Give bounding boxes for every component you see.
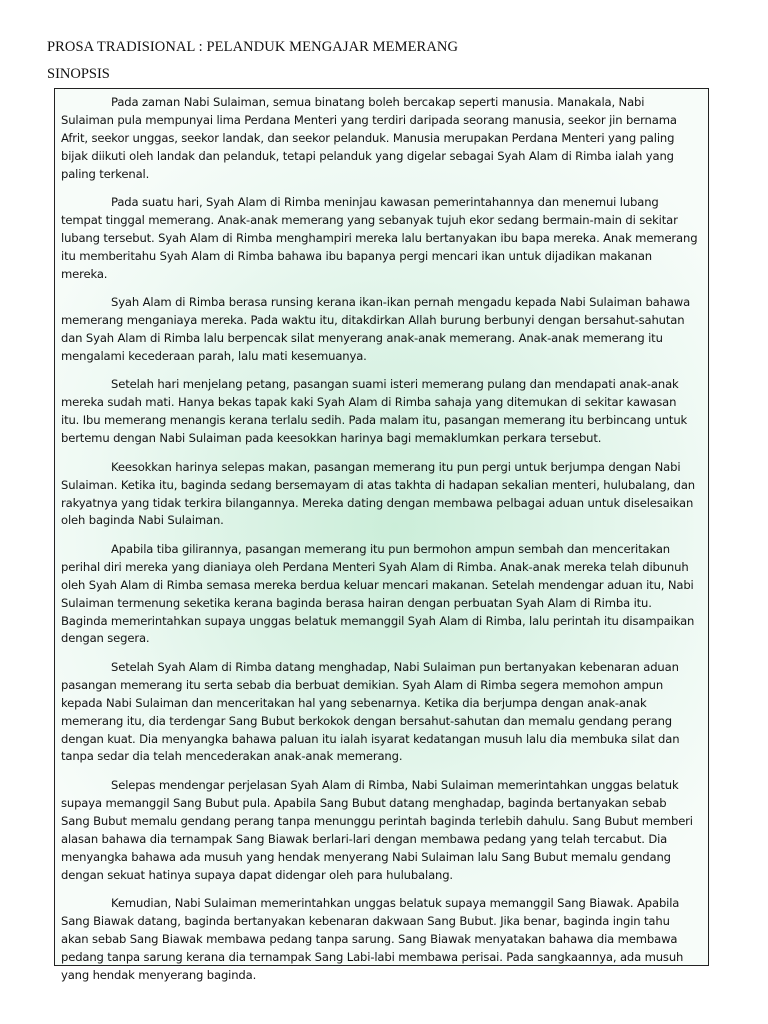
document-title: PROSA TRADISIONAL : PELANDUK MENGAJAR MEMERANG <box>47 39 459 55</box>
synopsis-paragraph-4: Setelah hari menjelang petang, pasangan suami isteri memerang pulang dan mendapati anak-anak mereka sudah mati. Hanya bekas tapak kaki Syah Alam di Rimba sahaja yang ditemukan di sekitar kawasan itu. Ibu memerang menangis kerana terlalu sedih. Pada malam itu, pasangan memerang itu berbincang untuk bertemu dengan Nabi Sulaiman pada keesokkan harinya bagi memaklumkan perkara tersebut. <box>61 377 688 446</box>
synopsis-paragraph-8: Selepas mendengar perjelasan Syah Alam di Rimba, Nabi Sulaiman memerintahkan unggas belatuk supaya memanggil Sang Bubut pula. Apabila Sang Bubut datang menghadap, baginda bertanyakan sebab Sang Bubut memalu gendang perang tanpa menunggu perintah baginda terlebih dahulu. Sang Bubut memberi alasan bahawa dia ternampak Sang Biawak berlari-lari dengan membawa pedang yang telah tercabut. Dia menyangka bahawa ada musuh yang hendak menyerang Nabi Sulaiman lalu Sang Bubut memalu gendang dengan sekuat hatinya supaya dapat didengar oleh para hulubalang. <box>61 777 693 882</box>
synopsis-box <box>54 88 709 982</box>
synopsis-paragraph-9: Kemudian, Nabi Sulaiman memerintahkan unggas belatuk supaya memanggil Sang Biawak. Apabila Sang Biawak datang, baginda bertanyakan kebenaran dakwaan Sang Bubut. Jika benar, baginda ingin tahu akan sebab Sang Biawak membawa pedang tanpa sarung. Sang Biawak menyatakan bahawa dia membawa pedang tanpa sarung kerana dia ternampak Sang Labi-labi membawa perisai. Pada sangkaannya, ada musuh yang hendak menyerang baginda. <box>61 896 684 982</box>
synopsis-paragraph-6: Apabila tiba gilirannya, pasangan memerang itu pun bermohon ampun sembah dan menceritakan perihal diri mereka yang dianiaya oleh Perdana Menteri Syah Alam di Rimba. Anak-anak mereka telah dibunuh oleh Syah Alam di Rimba semasa mereka berdua keluar mencari makanan. Setelah mendengar aduan itu, Nabi Sulaiman termenung seketika kerana baginda berasa hairan dengan perbuatan Syah Alam di Rimba itu. Baginda memerintahkan supaya unggas belatuk memanggil Syah Alam di Rimba, lalu perintah itu disampaikan dengan segera. <box>61 541 695 646</box>
synopsis-paragraph-7: Setelah Syah Alam di Rimba datang menghadap, Nabi Sulaiman pun bertanyakan kebenaran aduan pasangan memerang itu serta sebab dia berbuat demikian. Syah Alam di Rimba segera memohon ampun kepada Nabi Sulaiman dan menceritakan hal yang sebenarnya. Ketika dia berjumpa dengan anak-anak memerang itu, dia terdengar Sang Bubut berkokok dengan bersahut-sahutan dan memalu gendang perang dengan kuat. Dia menyangka bahawa paluan itu ialah isyarat kedatangan musuh lalu dia membuka silat dan tanpa sedar dia telah mencederakan anak-anak memerang. <box>61 659 680 764</box>
synopsis-paragraph-3: Syah Alam di Rimba berasa runsing kerana ikan-ikan pernah mengadu kepada Nabi Sulaiman bahawa memerang menganiaya mereka. Pada waktu itu, ditakdirkan Allah burung berbunyi dengan bersahut-sahutan dan Syah Alam di Rimba lalu berpencak silat menyerang anak-anak memerang. Anak-anak memerang itu mengalami kecederaan parah, lalu mati kesemuanya. <box>61 295 691 363</box>
synopsis-paragraph-1: Pada zaman Nabi Sulaiman, semua binatang boleh bercakap seperti manusia. Manakala, Nabi Sulaiman pula mempunyai lima Perdana Menteri yang terdiri daripada seorang manusia, seekor jin bernama Afrit, seekor unggas, seekor landak, dan seekor pelanduk. Manusia merupakan Perdana Menteri yang paling bijak diikuti oleh landak dan pelanduk, tetapi pelanduk yang digelar sebagai Syah Alam di Rimba ialah yang paling terkenal. <box>61 95 677 181</box>
synopsis-paragraph-5: Keesokkan harinya selepas makan, pasangan memerang itu pun pergi untuk berjumpa dengan Nabi Sulaiman. Ketika itu, baginda sedang bersemayam di atas takhta di hadapan sekalian menteri, hulubalang, dan rakyatnya yang tidak terkira bilangannya. Mereka dating dengan membawa pelbagai aduan untuk diselesaikan oleh baginda Nabi Sulaiman. <box>61 459 695 528</box>
section-heading-sinopsis: SINOPSIS <box>47 66 110 82</box>
synopsis-paragraph-2: Pada suatu hari, Syah Alam di Rimba meninjau kawasan pemerintahannya dan menemui lubang tempat tinggal memerang. Anak-anak memerang yang sebanyak tujuh ekor sedang bermain-main di sekitar lubang tersebut. Syah Alam di Rimba menghampiri mereka lalu bertanyakan ibu bapa mereka. Anak memerang itu memberitahu Syah Alam di Rimba bahawa ibu bapanya pergi mencari ikan untuk dijadikan makanan mereka. <box>61 195 698 281</box>
